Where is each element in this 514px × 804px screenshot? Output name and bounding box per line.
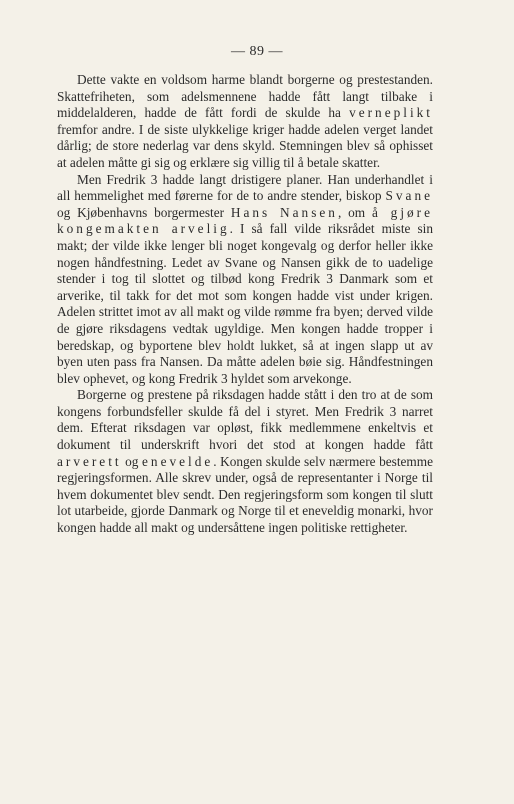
text-segment: , om <box>337 204 372 220</box>
text-segment: Dette vakte en voldsom harme blandt borgerne og prestestanden. Skattefriheten, som adelsmennene hadde fått langt tilbake i middelalderen, hadde de fått fordi de skulde ha <box>57 72 433 121</box>
text-segment: Men Fredrik 3 hadde langt dristigere planer. Han underhandlet i all hemmelighet med førerne for de to andre stender, biskop <box>57 171 433 204</box>
body-text <box>57 72 433 537</box>
paragraph <box>57 387 433 536</box>
spaced-emphasis: Svane <box>385 188 433 204</box>
paragraph <box>57 172 433 388</box>
text-segment: . I så fall vilde riksrådet miste sin makt; der vilde ikke lenger bli noget kongevalg og derfor heller ikke nogen håndfestning. Ledet av Svane og Nansen gikk de to uadelige stender i tog til slottet og tilbød kong Fredrik 3 Danmark som et arverike, til takk for det mot som kongen hadde vist under krigen. Adelen strittet imot av all makt og vilde rømme fra byen; derved vilde de gjøre riksdagens vedtak ugyldige. Men kongen hadde tropper i beredskap, og byportene blev holdt lukket, så at ingen slapp ut av byen uten pass fra Nansen. Da måtte adelen bøie sig. Håndfestningen blev ophevet, og kong Fredrik 3 hyldet som arvekonge. <box>57 221 433 386</box>
spaced-emphasis: å gjøre kongemakten arvelig <box>57 204 433 237</box>
text-segment: fremfor andre. I de siste ulykkelige kriger hadde adelen verget landet dårlig; de store nederlag var dens skyld. Stemningen blev så ophisset at adelen måtte gi sig og erklære sig villig til å betale skatter. <box>57 121 433 170</box>
text-segment: og <box>121 453 143 469</box>
paragraph <box>57 72 433 172</box>
spaced-emphasis: enevelde <box>142 453 214 469</box>
text-segment: og Kjøbenhavns borgermester <box>57 204 231 220</box>
page-number: — 89 — <box>231 44 283 59</box>
spaced-emphasis: Hans Nansen <box>230 204 338 220</box>
text-segment: . Kongen skulde selv nærmere bestemme regjeringsformen. Alle skrev under, også de representanter i Norge til hvem dokumentet blev sendt. Den regjeringsform som kongen til slutt lot utarbeide, gjorde Danmark og Norge til et eneveldig monarki, hvor kongen hadde all makt og undersåttene ingen politiske rettigheter. <box>57 453 433 536</box>
spaced-emphasis: verneplikt <box>349 105 433 121</box>
spaced-emphasis: arverett <box>57 453 122 469</box>
text-segment: Borgerne og prestene på riksdagen hadde stått i den tro at de som kongens forbundsfeller skulde få del i styret. Men Fredrik 3 narret dem. Efterat riksdagen var opløst, fikk medlemmene enkeltvis et dokument til underskrift hvori det stod at kongen hadde fått <box>57 387 433 453</box>
